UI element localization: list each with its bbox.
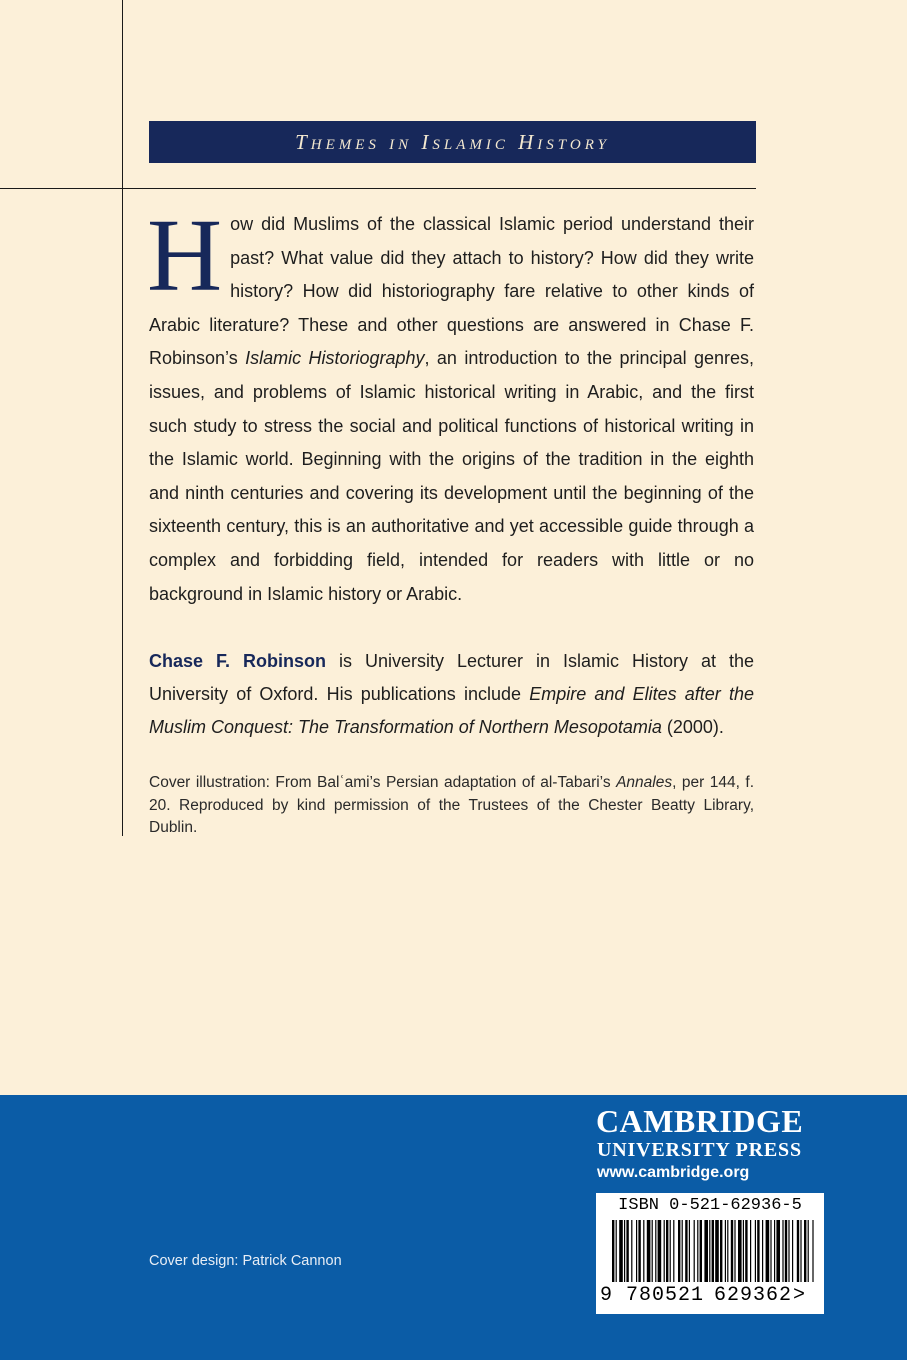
barcode-bar <box>792 1220 793 1282</box>
ean-right-group: 629362 <box>714 1284 793 1307</box>
barcode-bar <box>709 1220 710 1282</box>
barcode-bar <box>782 1220 783 1282</box>
credit-text-2: , per 144, f. 20. Reproduced by kind permission of the Trustees of the Chester Beatty Library, Dublin. <box>149 774 755 836</box>
barcode-bar <box>704 1220 708 1282</box>
barcode-bar <box>734 1220 735 1282</box>
barcode-bar <box>745 1220 747 1282</box>
barcode-bar <box>804 1220 806 1282</box>
barcode-bar <box>750 1220 751 1282</box>
author-name: Chase F. Robinson <box>149 651 326 671</box>
drop-cap: H <box>147 198 223 313</box>
publisher-name: CAMBRIDGE <box>596 1103 804 1139</box>
barcode-bar <box>738 1220 742 1282</box>
barcode-bar <box>619 1220 623 1282</box>
description-text-2: , an introduction to the principal genres, issues, and problems of Islamic historical writing in Arabic, and the first such study to stress the social and political functions of historical writing in the Islamic world. Beginning with the origins of the tradition in the eighth and ninth centuries and covering its development until the beginning of the sixteenth century, this is an authoritative and yet accessible guide through a complex and forbidding field, intended for readers with little or no background in Islamic history or Arabic. <box>149 348 754 604</box>
barcode-bar <box>725 1220 726 1282</box>
publisher-website[interactable]: www.cambridge.org <box>597 1164 750 1181</box>
credit-work-title: Annales <box>616 774 673 791</box>
barcode-bar <box>626 1220 628 1282</box>
isbn-barcode <box>596 1193 824 1314</box>
barcode-bar <box>774 1220 775 1282</box>
series-banner <box>149 121 756 163</box>
barcode-bar <box>776 1220 780 1282</box>
barcode-bar <box>800 1220 801 1282</box>
cover-illustration-credit <box>149 772 754 840</box>
barcode-bar <box>788 1220 789 1282</box>
barcode-bar <box>715 1220 719 1282</box>
barcode-bar <box>720 1220 722 1282</box>
barcode-bar <box>731 1220 733 1282</box>
barcode-bar <box>666 1220 668 1282</box>
author-bio <box>149 645 754 744</box>
barcode-bars <box>612 1220 814 1282</box>
barcode-bar <box>797 1220 799 1282</box>
barcode-bar <box>757 1220 759 1282</box>
credit-text-1: Cover illustration: From Balʿami’s Persian adaptation of al-Tabari’s <box>149 774 617 791</box>
barcode-bar <box>647 1220 651 1282</box>
ean-first-digit: 9 <box>599 1284 612 1307</box>
book-title: Islamic Historiography <box>245 348 425 369</box>
barcode-bar <box>664 1220 665 1282</box>
barcode-bar <box>700 1220 702 1282</box>
barcode-bar <box>812 1220 813 1282</box>
barcode-bar <box>682 1220 683 1282</box>
barcode-bar <box>694 1220 695 1282</box>
barcode-bar <box>673 1220 674 1282</box>
barcode-bar <box>762 1220 763 1282</box>
barcode-bar <box>612 1220 614 1282</box>
horizontal-rule <box>0 188 756 189</box>
barcode-bar <box>766 1220 770 1282</box>
barcode-bar <box>770 1220 771 1282</box>
barcode-bar <box>712 1220 714 1282</box>
barcode-bar <box>631 1220 632 1282</box>
barcode-bar <box>689 1220 690 1282</box>
barcode-bar <box>755 1220 756 1282</box>
barcode-bar <box>658 1220 662 1282</box>
barcode-bar <box>655 1220 656 1282</box>
ean-left-group: 780521 <box>626 1284 705 1307</box>
barcode-bar <box>685 1220 687 1282</box>
description-text-1: ow did Muslims of the classical Islamic period understand their past? What value did they attach to history? How did they write history? How did historiography fare relative to other kinds of Arabic literature? These and other questions are answered in Chase F. Robinson’s <box>149 214 754 369</box>
barcode-bar <box>652 1220 653 1282</box>
book-description <box>147 198 754 611</box>
author-bio-text-1: is University Lecturer in Islamic History at the University of Oxford. His publications include <box>149 651 755 704</box>
barcode-bar <box>638 1220 640 1282</box>
barcode-bar <box>785 1220 787 1282</box>
ean-quiet-mark: > <box>793 1284 806 1307</box>
barcode-bar <box>624 1220 625 1282</box>
barcode-bar <box>643 1220 644 1282</box>
barcode-bar <box>636 1220 637 1282</box>
barcode-bar <box>727 1220 728 1282</box>
series-title: Themes in Islamic History <box>295 129 610 154</box>
barcode-bar <box>616 1220 617 1282</box>
vertical-rule <box>122 0 123 836</box>
isbn-label: ISBN 0-521-62936-5 <box>618 1196 802 1215</box>
author-previous-book: Empire and Elites after the Muslim Conquest: The Transformation of Northern Mesopotamia <box>149 684 755 737</box>
barcode-bar <box>697 1220 698 1282</box>
ean-digits <box>596 1283 824 1309</box>
barcode-bar <box>743 1220 744 1282</box>
publisher-subname: UNIVERSITY PRESS <box>597 1139 802 1161</box>
author-bio-text-2: (2000). <box>661 717 724 737</box>
barcode-bar <box>678 1220 680 1282</box>
cover-design-credit: Cover design: Patrick Cannon <box>149 1253 342 1269</box>
barcode-bar <box>670 1220 671 1282</box>
barcode-bar <box>808 1220 809 1282</box>
